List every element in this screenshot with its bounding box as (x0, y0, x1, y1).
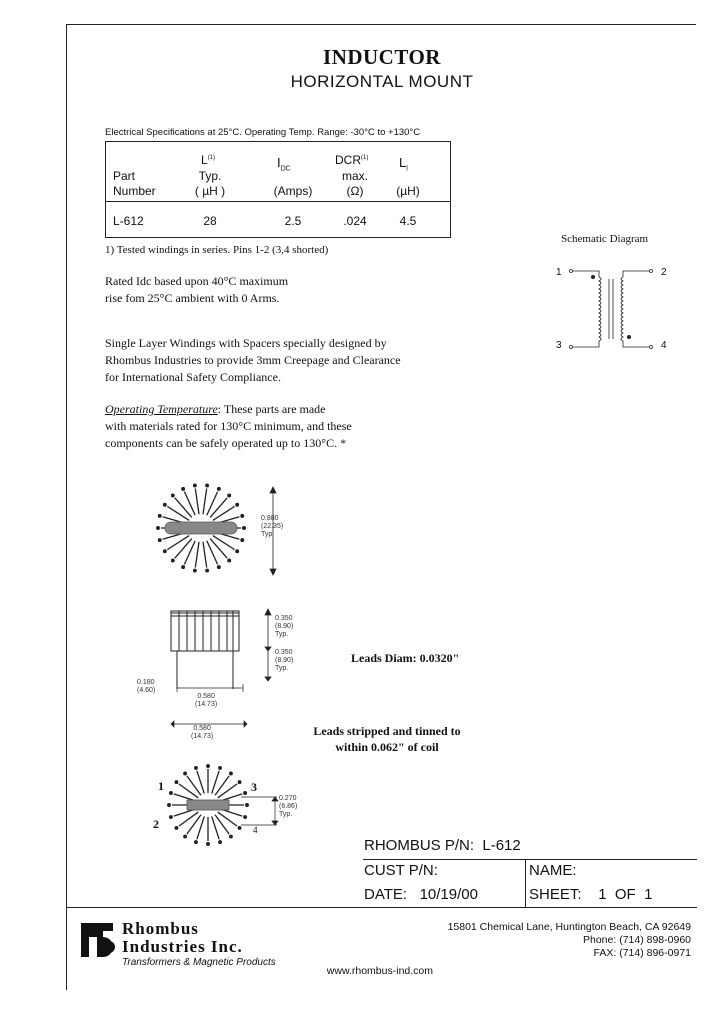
sheet-field: SHEET: 1 OF 1 (529, 886, 653, 903)
company-website[interactable]: www.rhombus-ind.com (326, 965, 433, 977)
col-idc-symbol: $I_{DC}$ (277, 155, 291, 173)
col-l-unit: ( µH ) (194, 184, 226, 198)
schematic-diagram (563, 261, 663, 361)
row-dcr: .024 (343, 214, 367, 228)
bottom-pin-1: 1 (158, 779, 164, 793)
company-address: 15801 Chemical Lane, Huntington Beach, CA 92649 Phone: (714) 898-0960 FAX: (714) 896-0971 (447, 921, 691, 959)
rhombus-pn: RHOMBUS P/N: L-612 (364, 837, 521, 854)
schematic-title: Schematic Diagram (561, 233, 649, 245)
row-idc: 2.5 (284, 214, 302, 228)
row-part: L-612 (113, 214, 144, 228)
bottom-pin-3: 3 (251, 780, 257, 794)
title-block-rule-1 (363, 859, 697, 860)
title-block-rule-2 (67, 907, 697, 908)
drawing-sheet (66, 24, 696, 990)
col-part-line2: Number (113, 184, 156, 198)
row-ll: 4.5 (399, 214, 417, 228)
schematic-pin-4: 4 (661, 340, 667, 351)
lead-span-dim: 0.580 (14.73) (195, 693, 218, 708)
windings-note: Single Layer Windings with Spacers specially designed by Rhombus Industries to provide 3mm Creepage and Clearance for International Safety Compliance. (105, 336, 401, 384)
schematic-pin-1: 1 (556, 267, 562, 278)
col-ll-unit: (µH) (396, 184, 420, 198)
schematic-pin-2: 2 (661, 267, 667, 278)
col-dcr-max: max. (341, 169, 368, 183)
spec-footnote: 1) Tested windings in series. Pins 1-2 (3,4 shorted) (105, 244, 329, 256)
body-width-dim: 0.580 (14.73) (191, 725, 214, 740)
page-title: INDUCTOR (323, 45, 441, 69)
operating-temp-note: Operating Temperature: These parts are made with materials rated for 130°C minimum, and these components can be safely operated up to 130°C. * (105, 402, 352, 450)
rated-note: Rated Idc based upon 40°C maximum rise fom 25°C ambient with 0 Arms. (105, 274, 289, 305)
side-height-dim: 0.350 (8.90) Typ. (275, 615, 294, 638)
rhombus-logo-icon (79, 921, 119, 961)
lead-offset-dim: 0.180 (4.60) (137, 679, 156, 694)
title-block-divider (525, 859, 526, 907)
page-subtitle: HORIZONTAL MOUNT (290, 72, 474, 91)
col-dcr-symbol: DCR$^{(1)}$ (335, 153, 369, 167)
date-field: DATE: 10/19/00 (364, 886, 478, 903)
schematic-pin-3: 3 (556, 340, 562, 351)
top-view-drawing (151, 480, 251, 580)
bottom-pin-4: 4 (253, 825, 258, 835)
bottom-view-dim: 0.270 (6.86) Typ. (279, 795, 298, 818)
top-view-dim: 0.880 (22.35) Typ. (261, 515, 284, 538)
col-ll-symbol: $L_l$ (399, 155, 408, 173)
col-l-symbol: $L^{(1)}$ (201, 153, 216, 167)
side-lead-dim: 0.350 (8.90) Typ. (275, 649, 294, 672)
bottom-pin-2: 2 (153, 817, 159, 831)
leads-diam-note: Leads Diam: 0.0320" (351, 651, 460, 665)
company-name: Rhombus Industries Inc. (122, 919, 243, 956)
spec-table (105, 141, 451, 237)
cust-pn: CUST P/N: (364, 862, 438, 879)
name-label: NAME: (529, 862, 577, 879)
row-l: 28 (203, 214, 217, 228)
company-tagline: Transformers & Magnetic Products (122, 957, 276, 968)
leads-stripped-note: Leads stripped and tinned to within 0.062" of coil (313, 724, 461, 754)
col-idc-unit: (Amps) (273, 184, 313, 198)
col-part-line1: Part (113, 169, 136, 183)
col-l-typ: Typ. (198, 169, 222, 183)
col-dcr-unit: (Ω) (346, 184, 364, 198)
spec-conditions: Electrical Specifications at 25°C. Operating Temp. Range: -30°C to +130°C (105, 127, 421, 138)
